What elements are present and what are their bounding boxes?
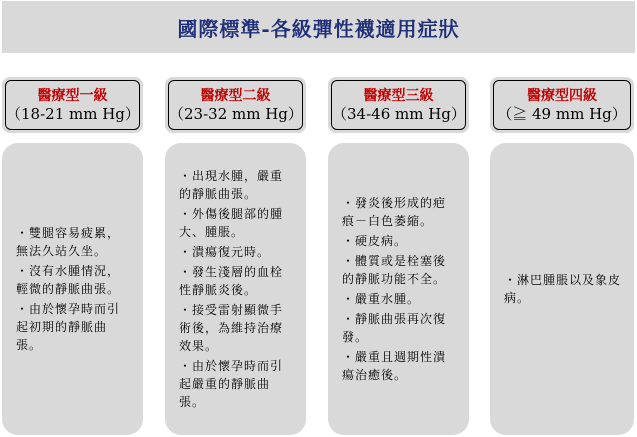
symptom-item: ・外傷後腿部的腫大、腫脹。 (179, 207, 284, 239)
level-4-name: 醫療型四級 (527, 87, 597, 104)
symptom-item: ・出現水腫，嚴重的靜脈曲張。 (179, 169, 284, 201)
symptom-item: ・嚴重且週期性潰瘍治癒後。 (342, 350, 447, 382)
level-2-name: 醫療型二級 (200, 87, 271, 104)
level-3-symptoms (328, 143, 469, 435)
level-3-range: （34-46 mm Hg） (332, 104, 466, 123)
level-1-header (2, 77, 143, 133)
level-2-symptoms (165, 143, 306, 435)
symptom-item: ・由於懷孕時而引起初期的靜脈曲張。 (16, 302, 121, 352)
level-1-header-frame (5, 80, 140, 130)
symptom-item: ・發生淺層的血栓性靜脈炎後。 (179, 265, 284, 297)
level-3-name: 醫療型三級 (363, 87, 434, 104)
level-2-range: （23-32 mm Hg） (169, 104, 303, 123)
level-4-header (490, 77, 634, 133)
level-3-header (328, 77, 469, 133)
level-3-header-frame (331, 80, 466, 130)
symptom-item: ・體質或是栓塞後的靜脈功能不全。 (342, 254, 447, 286)
level-4-range: （≧ 49 mm Hg） (497, 104, 627, 123)
symptom-item: ・接受雷射顯微手術後，為維持治療效果。 (179, 303, 284, 353)
symptom-item: ・雙腿容易疲累，無法久站久坐。 (16, 226, 121, 258)
symptom-item: ・潰瘍復元時。 (179, 245, 271, 259)
symptom-item: ・淋巴腫脹以及象皮病。 (504, 273, 622, 305)
level-1-range: （18-21 mm Hg） (6, 104, 140, 123)
level-2-header (165, 77, 306, 133)
symptom-item: ・靜脈曲張再次復發。 (342, 312, 447, 344)
level-1-symptoms (2, 143, 143, 435)
symptom-item: ・發炎後形成的疤痕－白色萎縮。 (342, 196, 447, 228)
page-title: 國際標準-各級彈性襪適用症狀 (177, 16, 460, 41)
level-4-header-frame (493, 80, 631, 130)
level-1-name: 醫療型一級 (37, 87, 108, 104)
level-2-header-frame (168, 80, 303, 130)
symptom-item: ・硬皮病。 (342, 234, 408, 248)
symptom-item: ・由於懷孕時而引起嚴重的靜脈曲張。 (179, 359, 284, 409)
symptom-item: ・沒有水腫情況，輕微的靜脈曲張。 (16, 264, 121, 296)
level-4-symptoms (490, 143, 634, 435)
title-banner (2, 1, 635, 53)
symptom-item: ・嚴重水腫。 (342, 292, 421, 306)
